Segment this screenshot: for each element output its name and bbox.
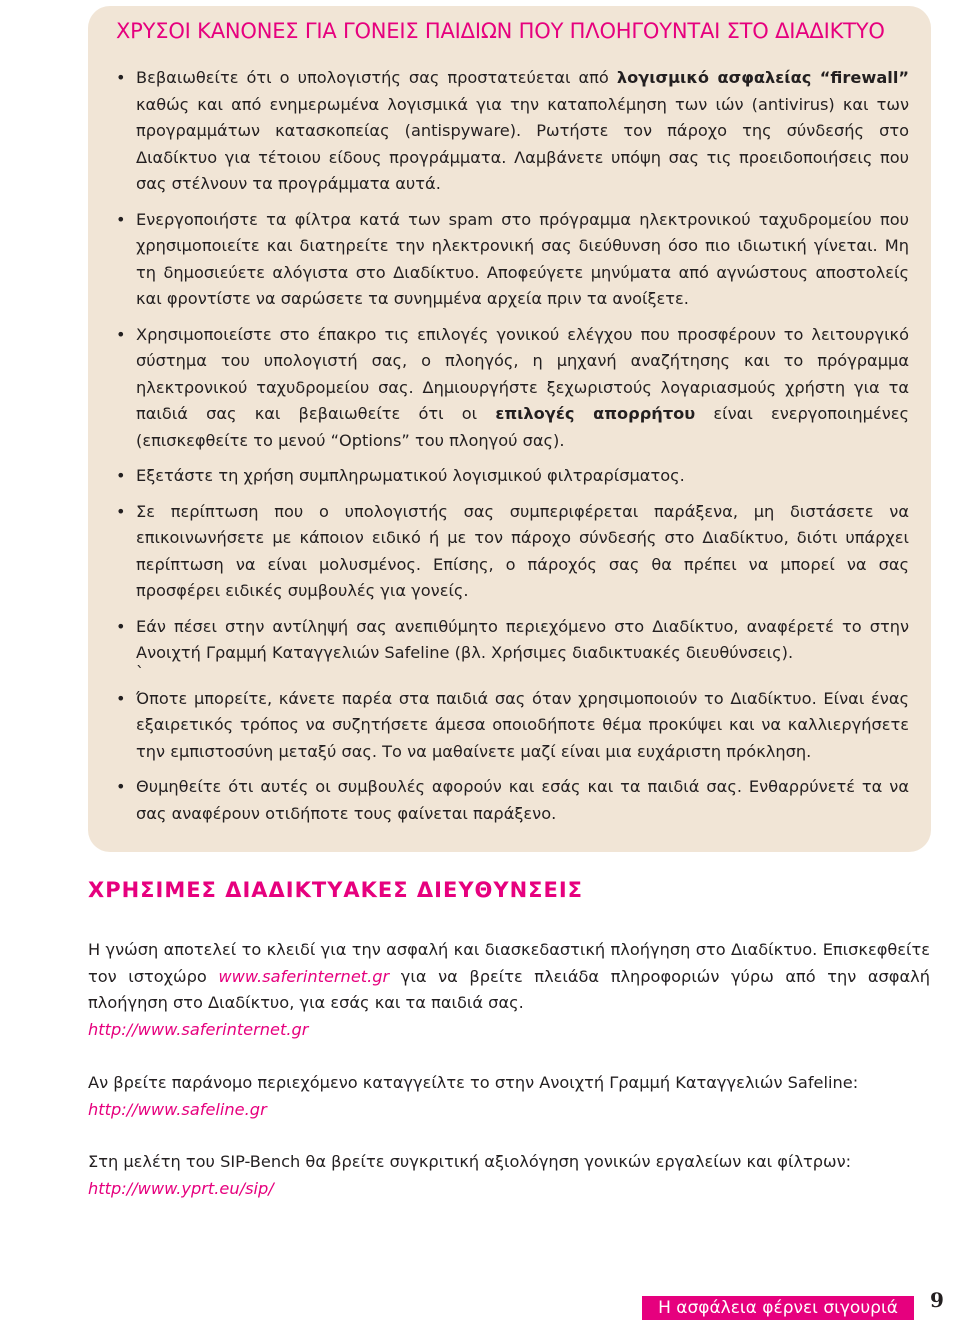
sip-bench-url-link[interactable]: http://www.yprt.eu/sip/ (88, 1178, 274, 1198)
saferinternet-paragraph (88, 937, 930, 1043)
rule-parental-controls-text-b: είναι ενεργοποιημένες (επισκεφθείτε το μενού “Options” του πλοηγού σας). (136, 404, 909, 450)
bullet-icon: • (116, 777, 126, 796)
bullet-icon: • (116, 324, 126, 344)
rule-firewall-text-b: καθώς και από ενημερωμένα λογισμικά για την καταπολέμηση των ιών (antivirus) και των προγραμμάτων κατασκοπείας (antispyware). Ρωτήστε τον πάροχο της σύνδεσής στο Διαδίκτυο για τέτοιου είδους προγράμματα. Λαμβάνετε υπόψη σας τις προειδοποιήσεις που σας στέλνουν τα προγράμματα αυτά. (136, 94, 909, 193)
footer-slogan-bar (642, 1296, 914, 1320)
page-number: 9 (930, 1288, 944, 1312)
rule-parental-controls-bold: επιλογές απορρήτου (495, 404, 696, 423)
sip-bench-paragraph (88, 1149, 930, 1202)
golden-rules-title: ΧΡΥΣΟΙ ΚΑΝΟΝΕΣ ΓΙΑ ΓΟΝΕΙΣ ΠΑΙΔΙΩΝ ΠΟΥ ΠΛΟΗΓΟΥΝΤΑΙ ΣΤΟ ΔΙΑΔΙΚΤΥΟ (116, 19, 885, 43)
bullet-icon: • (116, 209, 126, 229)
golden-rules-box (88, 6, 931, 852)
bullet-icon: • (116, 688, 126, 708)
rule-spam-filters (116, 207, 909, 313)
rule-report-content-text: Εάν πέσει στην αντίληψή σας ανεπιθύμητο περιεχόμενο στο Διαδίκτυο, αναφέρετέ το στην Ανοιχτή Γραμμή Καταγγελιών Safeline (βλ. Χρήσιμες διαδικτυακές διευθύνσεις). (136, 616, 909, 662)
sip-bench-text: Στη μελέτη του SIP-Bench θα βρείτε συγκριτική αξιολόγηση γονικών εργαλείων και φίλτρων: (88, 1152, 852, 1171)
rule-filtering-software-text: Εξετάστε τη χρήση συμπληρωματικού λογισμικού φιλτραρίσματος. (136, 466, 685, 485)
safeline-paragraph (88, 1070, 930, 1123)
rule-firewall-bold: λογισμικό ασφαλείας “firewall” (616, 68, 910, 87)
rule-parental-controls-text-a: Χρησιμοποιείστε στο έπακρο τις επιλογές γονικού ελέγχου που προσφέρουν το λειτουργικό σύστημα του υπολογιστή σας, ο πλοηγός, η μηχανή αναζήτησης και το πρόγραμμα ηλεκτρονικού ταχυδρομείου σας. Δημιουργήστε ξεχωριστούς λογαριασμούς χρήστη για τα παιδιά σας και βεβαιωθείτε ότι οι (136, 324, 909, 423)
bullet-icon: • (116, 616, 126, 636)
saferinternet-text-a: Η γνώση αποτελεί το κλειδί για την ασφαλή και διασκεδαστική πλοήγηση στο Διαδίκτυο. Επισκεφθείτε τον ιστοχώρο (88, 940, 930, 986)
rule-report-content (116, 614, 909, 682)
saferinternet-text-b: για να βρείτε πλειάδα πληροφοριών γύρω από την ασφαλή πλοήγηση στο Διαδίκτυο, για εσάς και τα παιδιά σας. (88, 966, 930, 1012)
rule-firewall-text-a: Βεβαιωθείτε ότι ο υπολογιστής σας προστατεύεται από (136, 68, 617, 87)
rule-filtering-software (116, 463, 909, 490)
bullet-icon: • (116, 68, 126, 87)
useful-addresses-title: ΧΡΗΣΙΜΕΣ ΔΙΑΔΙΚΤΥΑΚΕΣ ΔΙΕΥΘΥΝΣΕΙΣ (88, 878, 584, 902)
rule-advice-applies-text: Θυμηθείτε ότι αυτές οι συμβουλές αφορούν και εσάς και τα παιδιά σας. Ενθαρρύνετέ τα να σας αναφέρουν οτιδήποτε τους φαίνεται παράξενο. (136, 777, 909, 823)
bullet-icon: • (116, 501, 126, 521)
rule-advice-applies (116, 774, 909, 827)
rule-keep-company (116, 686, 909, 766)
footer-slogan: Η ασφάλεια φέρνει σιγουριά (658, 1298, 898, 1318)
rule-infected-computer-text: Σε περίπτωση που ο υπολογιστής σας συμπεριφέρεται παράξενα, μη διστάσετε να επικοινωνήσετε με κάποιον ειδικό ή με τον πάροχο σύνδεσής στο Διαδίκτυο, διότι υπάρχει περίπτωση να είναι μολυσμένος. Επίσης, ο πάροχός σας θα πρέπει να μπορεί να σας προσφέρει ειδικές συμβουλές για γονείς. (136, 501, 909, 600)
saferinternet-url-link[interactable]: http://www.saferinternet.gr (88, 1019, 309, 1039)
safeline-url-link[interactable]: http://www.safeline.gr (88, 1099, 267, 1119)
bullet-icon: • (116, 466, 126, 485)
saferinternet-inline-link[interactable]: www.saferinternet.gr (218, 966, 390, 986)
rule-firewall (116, 65, 909, 198)
rule-infected-computer (116, 499, 909, 605)
safeline-text: Αν βρείτε παράνομο περιεχόμενο καταγγείλτε το στην Ανοιχτή Γραμμή Καταγγελιών Safeline: (88, 1073, 859, 1092)
golden-rules-list (116, 65, 909, 827)
rule-spam-filters-text: Ενεργοποιήστε τα φίλτρα κατά των spam στο πρόγραμμα ηλεκτρονικού ταχυδρομείου που χρησιμοποιείτε και διατηρείτε την ηλεκτρονική σας διεύθυνση όσο πιο ιδιωτική γίνεται. Μη τη δημοσιεύετε αλόγιστα στο Διαδίκτυο. Αποφεύγετε μηνύματα από αγνώστους αποστολείς και φροντίστε να σαρώσετε τα συνημμένα αρχεία πριν τα ανοίξετε. (136, 209, 909, 308)
rule-parental-controls (116, 322, 909, 455)
stray-mark: ` (136, 662, 145, 682)
rule-keep-company-text: Όποτε μπορείτε, κάνετε παρέα στα παιδιά σας όταν χρησιμοποιούν το Διαδίκτυο. Είναι ένας εξαιρετικός τρόπος να συζητήσετε άμεσα οποιοδήποτε θέμα προκύψει και να καλλιεργήσετε την εμπιστοσύνη μεταξύ σας. Το να μαθαίνετε μαζί είναι μια ευχάριστη πρόκληση. (136, 688, 909, 761)
